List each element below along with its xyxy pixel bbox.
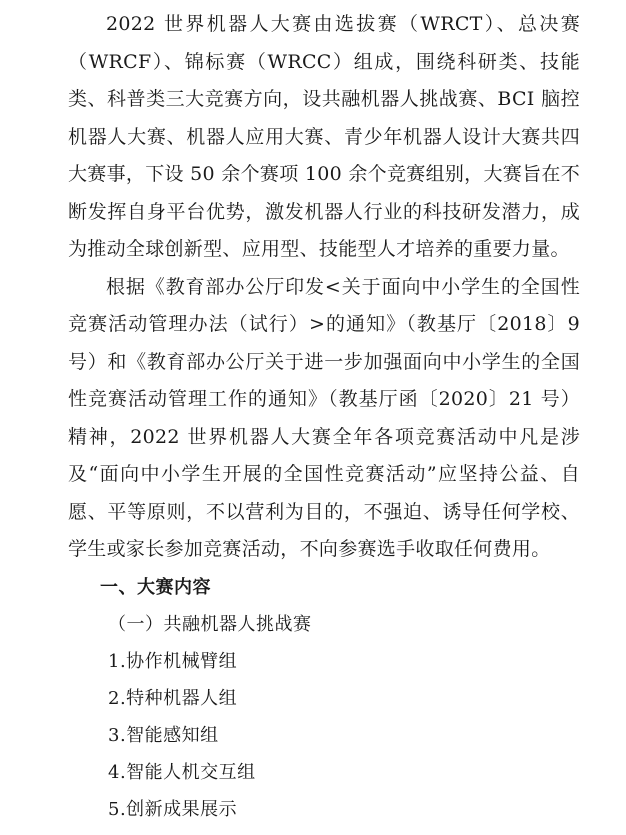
list-item: 3.智能感知组 xyxy=(108,724,219,746)
list-item: 4.智能人机交互组 xyxy=(108,761,256,783)
subsection-heading: （一）共融机器人挑战赛 xyxy=(108,613,312,635)
list-item: 5.创新成果展示 xyxy=(108,798,238,820)
section-heading: 一、大赛内容 xyxy=(100,576,211,598)
intro-paragraph: 2022 世界机器人大赛由选拔赛（WRCT）、总决赛（WRCF）、锦标赛（WRCC）组成，围绕科研类、技能类、科普类三大竞赛方向，设共融机器人挑战赛、BCI 脑控机器人大赛、机器人应用大赛、青少年机器人设计大赛共四大赛事，下设 50 余个赛项 100 余个竞赛组别，大赛旨在不断发挥自身平台优势，激发机器人行业的科技研发潜力，成为推动全球创新型、应用型、技能型人才培养的重要力量。 xyxy=(68,13,580,260)
list-item: 2.特种机器人组 xyxy=(108,687,238,709)
document-page xyxy=(68,6,580,828)
list-item: 1.协作机械臂组 xyxy=(108,650,238,672)
policy-paragraph: 根据《教育部办公厅印发<关于面向中小学生的全国性竞赛活动管理办法（试行）>的通知》（教基厅〔2018〕9 号）和《教育部办公厅关于进一步加强面向中小学生的全国性竞赛活动管理工作的通知》（教基厅函〔2020〕21 号）精神，2022 世界机器人大赛全年各项竞赛活动中凡是涉及“面向中小学生开展的全国性竞赛活动”应坚持公益、自愿、平等原则，不以营利为目的，不强迫、诱导任何学校、学生或家长参加竞赛活动，不向参赛选手收取任何费用。 xyxy=(68,275,580,560)
